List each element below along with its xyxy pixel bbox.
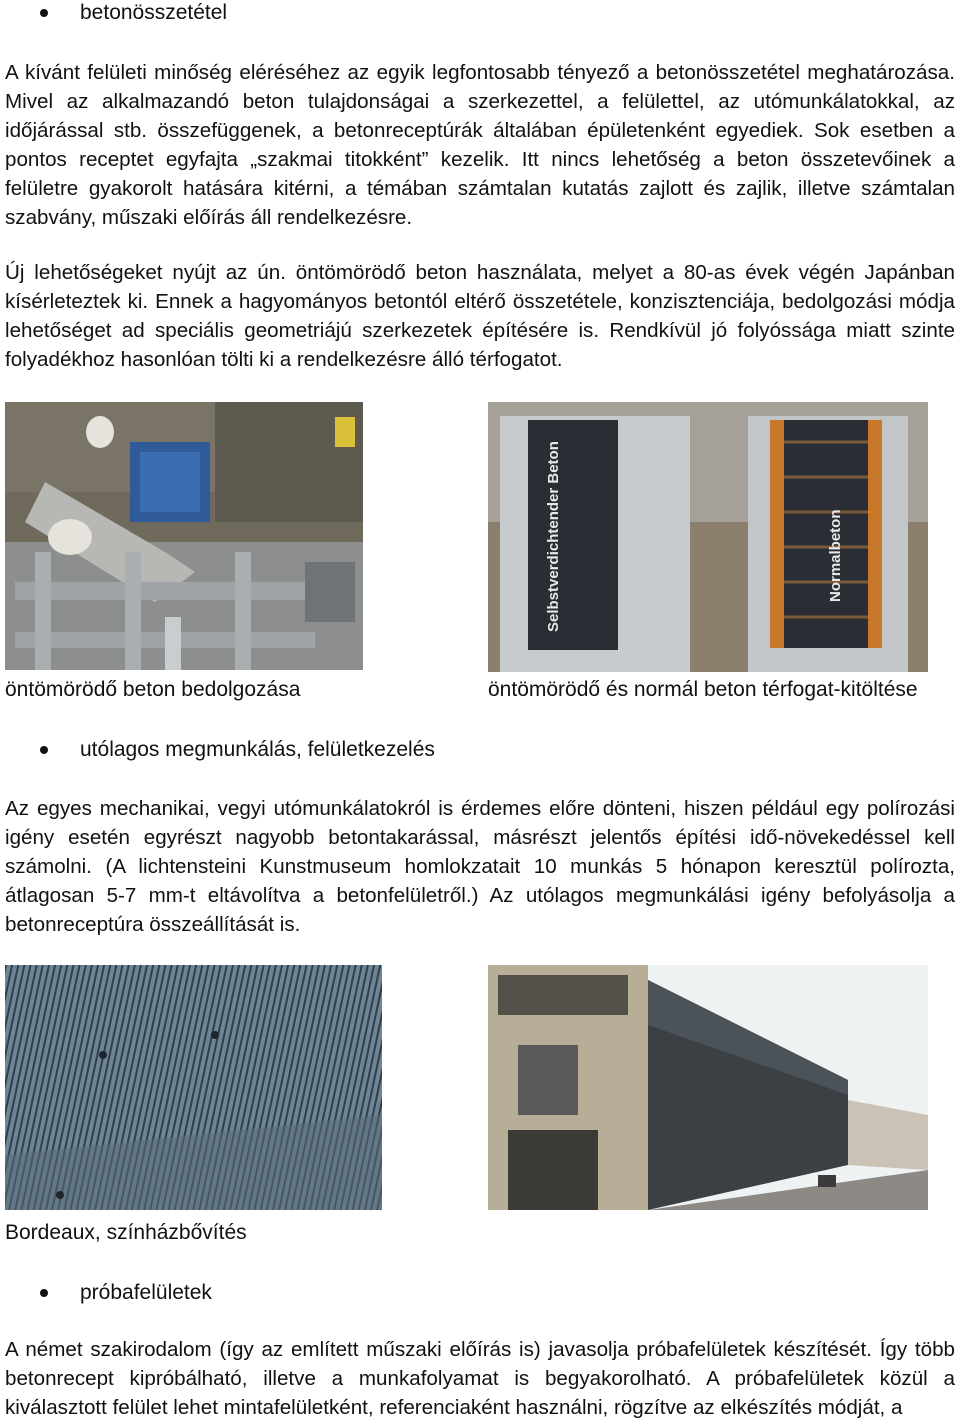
paragraph: A német szakirodalom (így az említett műszaki előírás is) javasolja próbafelületek készítését. Így több betonrecept kipróbálható, illetve a munkafolyamat is begyakorolható. A próbafelületek közül a kiválasztott felület lehet mintafelületként, referenciaként használni, rögzítve az elkészítés módját, a bbox=[5, 1338, 955, 1419]
photo-bordeaux-street bbox=[488, 965, 928, 1210]
figure-caption: öntömörödő és normál beton térfogat-kitöltése bbox=[488, 678, 918, 701]
paragraph: A kívánt felületi minőség eléréséhez az egyik legfontosabb tényező a betonösszetétel meghatározása. Mivel az alkalmazandó beton tulajdonságai a szerkezettel, a felülettel, az utómunkálatokkal, az időjárással stb. összefüggenek, a betonreceptúrák általában épületenként egyediek. Sok esetben a pontos receptet egyfajta „szakmai titokként” kezelik. Itt nincs lehetőség a beton összetevőinek a felületre gyakorolt hatására kitérni, a témában számtalan kutatás zajlott és zajlik, illetve számtalan szabvány, műszaki előírás áll rendelkezésre. bbox=[5, 61, 955, 229]
paragraph: Új lehetőségeket nyújt az ún. öntömörödő beton használata, melyet a 80-as évek végén Japánban kísérleteztek ki. Ennek a hagyományos betontól eltérő összetétele, konzisztenciája, bedolgozási módja lehetőséget ad speciális geometriájú szerkezetek építésére is. Rendkívül jó folyóssága miatt szinte folyadékhoz hasonlóan tölti ki a rendelkezésre álló térfogatot. bbox=[5, 261, 955, 371]
section-heading: utólagos megmunkálás, felületkezelés bbox=[80, 738, 435, 761]
photo-ribbed-surface bbox=[5, 965, 382, 1210]
section-heading: próbafelületek bbox=[80, 1281, 212, 1304]
ribbed-surface-image bbox=[5, 965, 382, 1210]
bordeaux-street-image bbox=[488, 965, 928, 1210]
section-heading: betonösszetétel bbox=[80, 1, 228, 24]
label-normalbeton: Normalbeton bbox=[827, 509, 844, 602]
bullet-dot-icon bbox=[40, 9, 48, 17]
photo-concrete-placement bbox=[5, 402, 363, 670]
photo-volume-filling bbox=[488, 402, 928, 672]
volume-filling-image bbox=[488, 402, 928, 672]
bullet-dot-icon bbox=[40, 1289, 48, 1297]
figure-caption: Bordeaux, színházbővítés bbox=[5, 1221, 247, 1244]
paragraph: Az egyes mechanikai, vegyi utómunkálatokról is érdemes előre dönteni, hiszen például egy polírozási igény esetén egyrészt nagyobb betontakarással, másrészt jelentős építési idő-növekedéssel kell számolni. (A lichtensteini Kunstmuseum homlokzatait 10 munkás 5 hónapon keresztül polírozta, átlagosan 5-7 mm-t eltávolítva a betonfelületről.) Az utólagos megmunkálási igény befolyásolja a betonreceptúra összeállítását is. bbox=[5, 797, 955, 936]
bullet-dot-icon bbox=[40, 746, 48, 754]
concrete-placement-image bbox=[5, 402, 363, 670]
label-selbstverdichtender: Selbstverdichtender Beton bbox=[545, 441, 562, 632]
figure-caption: öntömörödő beton bedolgozása bbox=[5, 678, 301, 701]
